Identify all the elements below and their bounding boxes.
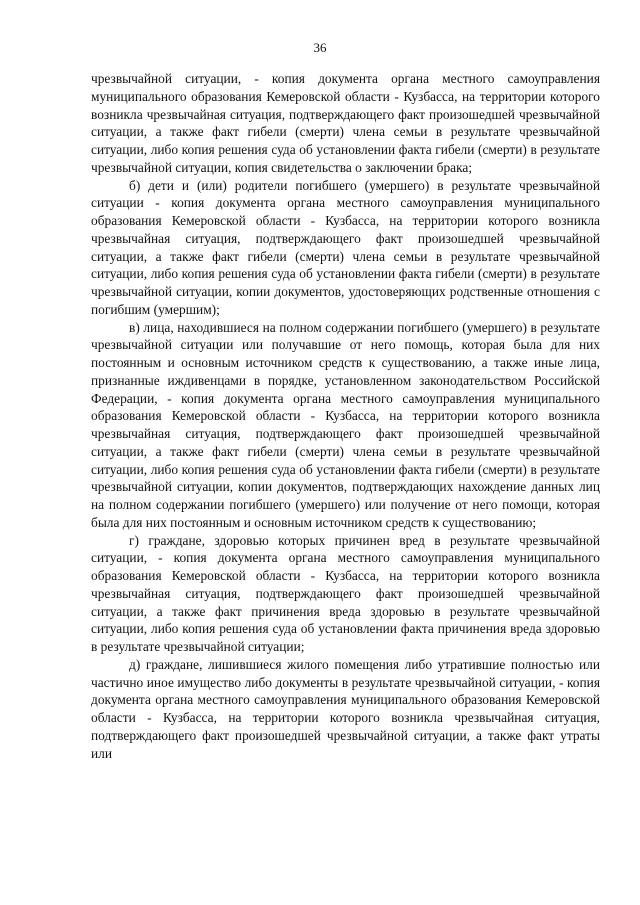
- page-number: 36: [313, 40, 327, 55]
- paragraph-item-b: б) дети и (или) родители погибшего (умершего) в результате чрезвычайной ситуации - копия документа органа местного самоуправления муниципального образования Кемеровской области - Кузбасса, на территории которого возникла чрезвычайная ситуация, подтверждающего факт произошедшей чрезвычайной ситуации, а также факт гибели (смерти) члена семьи в результате чрезвычайной ситуации, либо копия решения суда об установлении факта гибели (смерти) в результате чрезвычайной ситуации, копии документов, удостоверяющих родственные отношения с погибшим (умершим);: [91, 177, 600, 317]
- paragraph-continuation: чрезвычайной ситуации, - копия документа органа местного самоуправления муниципального образования Кемеровской области - Кузбасса, на территории которого возникла чрезвычайная ситуация, подтверждающего факт произошедшей чрезвычайной ситуации, а также факт гибели (смерти) члена семьи в результате чрезвычайной ситуации, либо копия решения суда об установлении факта гибели (смерти) в результате чрезвычайной ситуации, копия свидетельства о заключении брака;: [91, 71, 600, 175]
- paragraph-item-v: в) лица, находившиеся на полном содержании погибшего (умершего) в результате чрезвычайной ситуации или получавшие от него помощь, которая была для них постоянным и основным источником средств к существованию, а также иные лица, признанные иждивенцами в порядке, установленном законодательством Российской Федерации, - копия документа органа местного самоуправления муниципального образования Кемеровской области - Кузбасса, на территории которого возникла чрезвычайная ситуация, подтверждающего факт произошедшей чрезвычайной ситуации, а также факт гибели (смерти) члена семьи в результате чрезвычайной ситуации, либо копия решения суда об установлении факта гибели (смерти) в результате чрезвычайной ситуации, копии документов, подтверждающих нахождение данных лиц на полном содержании погибшего (умершего) или получение от него помощи, которая была для них постоянным и основным источником средств к существованию;: [91, 319, 600, 530]
- document-body: [91, 70, 600, 762]
- paragraph-item-d: д) граждане, лишившиеся жилого помещения либо утратившие полностью или частично иное имущество либо документы в результате чрезвычайной ситуации, - копия документа органа местного самоуправления муниципального образования Кемеровской области - Кузбасса, на территории которого возникла чрезвычайная ситуация, подтверждающего факт произошедшей чрезвычайной ситуации, а также факт утраты или: [91, 656, 600, 761]
- paragraph-item-g: г) граждане, здоровью которых причинен вред в результате чрезвычайной ситуации, - копия документа органа местного самоуправления муниципального образования Кемеровской области - Кузбасса, на территории которого возникла чрезвычайная ситуация, подтверждающего факт произошедшей чрезвычайной ситуации, а также факт причинения вреда здоровью в результате чрезвычайной ситуации, либо копия решения суда об установлении факта причинения вреда здоровью в результате чрезвычайной ситуации;: [91, 532, 600, 654]
